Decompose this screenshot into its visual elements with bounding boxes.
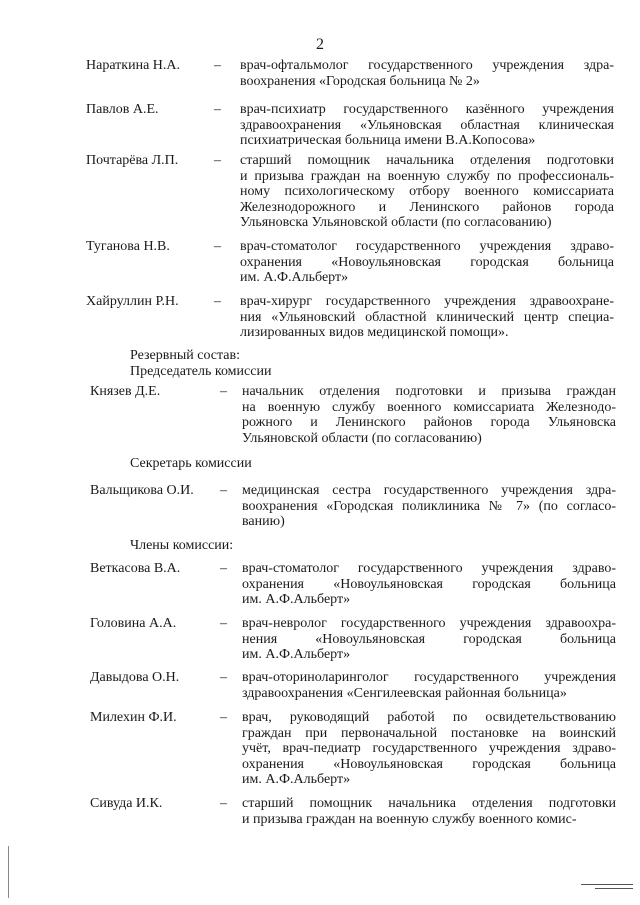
dash: – (220, 384, 227, 399)
description-line: врач-оториноларинголог государственного учреждения (242, 670, 616, 685)
description-line: и призыва граждан на военную службу по профессиональ- (240, 168, 614, 184)
description-line: старший помощник начальника отделения подготовки (242, 796, 616, 811)
dash: – (214, 153, 221, 168)
dash: – (220, 710, 227, 725)
member-description (242, 561, 616, 608)
member-name: Туганова Н.В. (86, 239, 170, 254)
description-line: врач-стоматолог государственного учреждения здраво- (240, 239, 614, 254)
description-line: здравоохранения «Ульяновская областная клиническая (240, 117, 614, 133)
description-line: ванию) (242, 514, 285, 529)
description-line: лизированных видов медицинской помощи». (240, 325, 509, 340)
description-line: нения «Новоульяновская городская больница (242, 631, 616, 647)
description-line: охранения «Новоульяновская городская больница (242, 576, 616, 592)
dash: – (214, 102, 221, 117)
member-description (242, 670, 616, 701)
member-name: Головина А.А. (90, 616, 177, 631)
member-name: Почтарёва Л.П. (86, 153, 179, 168)
member-name: Сивуда И.К. (90, 796, 163, 811)
member-description (240, 294, 614, 341)
member-description (240, 58, 614, 89)
member-name: Милехин Ф.И. (90, 710, 177, 725)
description-line: ния «Ульяновский областной клинический центр специа- (240, 309, 614, 325)
description-line: охранения «Новоульяновская городская больница (242, 756, 616, 772)
footer-rule (581, 884, 633, 885)
description-line: и призыва граждан на военную службу военного комис- (242, 811, 577, 827)
dash: – (220, 483, 227, 498)
description-line: начальник отделения подготовки и призыва граждан (242, 384, 616, 399)
page-number: 2 (316, 36, 324, 53)
description-line: граждан при первоначальной постановке на воинский (242, 725, 616, 741)
description-line: рожного и Ленинского районов города Ульяновска (242, 415, 616, 430)
member-name: Нараткина Н.А. (86, 58, 181, 73)
member-name: Павлов А.Е. (86, 102, 159, 117)
secretary-heading: Секретарь комиссии (130, 456, 252, 471)
member-description (242, 710, 616, 788)
description-line: здравоохранения «Сенгилеевская районная больница» (242, 685, 567, 701)
description-line: ному психологическому отбору военного комиссариата (240, 184, 614, 199)
dash: – (214, 239, 221, 254)
description-line: старший помощник начальника отделения подготовки (240, 153, 614, 168)
members-heading: Члены комиссии: (130, 538, 234, 553)
description-line: учёт, врач-педиатр государственного учреждения здраво- (242, 741, 616, 756)
member-name: Князев Д.Е. (90, 384, 161, 399)
description-line: врач-офтальмолог государственного учреждения здра- (240, 58, 614, 73)
scan-edge-mark (8, 846, 9, 898)
description-line: Ульяновской области (по согласованию) (242, 430, 482, 446)
dash: – (220, 616, 227, 631)
member-name: Вальщикова О.И. (90, 483, 194, 498)
reserve-heading: Резервный состав: (130, 348, 241, 363)
dash: – (220, 561, 227, 576)
description-line: им. А.Ф.Альберт» (242, 647, 351, 662)
chairman-heading: Председатель комиссии (130, 364, 272, 379)
description-line: им. А.Ф.Альберт» (240, 270, 349, 285)
member-name: Веткасова В.А. (90, 561, 181, 576)
description-line: врач-психиатр государственного казённого учреждения (240, 102, 614, 117)
description-line: воохранения «Городская больница № 2» (240, 73, 480, 89)
member-description (240, 239, 614, 286)
description-line: врач-хирург государственного учреждения здравоохране- (240, 294, 614, 309)
dash: – (220, 796, 227, 811)
member-description (242, 483, 616, 530)
description-line: врач-невролог государственного учреждения здравоохра- (242, 616, 616, 631)
dash: – (214, 294, 221, 309)
description-line: охранения «Новоульяновская городская больница (240, 254, 614, 270)
description-line: на военную службу военного комиссариата Железнодо- (242, 399, 616, 415)
description-line: им. А.Ф.Альберт» (242, 592, 351, 607)
description-line: медицинская сестра государственного учреждения здра- (242, 483, 616, 498)
description-line: врач-стоматолог государственного учреждения здраво- (242, 561, 616, 576)
description-line: психиатрическая больница имени В.А.Копосова» (240, 133, 536, 148)
member-description (242, 384, 616, 446)
description-line: Ульяновска Ульяновской области (по согласованию) (240, 215, 552, 230)
dash: – (220, 670, 227, 685)
description-line: Железнодорожного и Ленинского районов города (240, 199, 614, 215)
description-line: врач, руководящий работой по освидетельствованию (242, 710, 616, 725)
member-description (242, 796, 616, 827)
member-description (242, 616, 616, 663)
member-description (240, 153, 614, 231)
footer-rule (595, 888, 633, 889)
member-name: Давыдова О.Н. (90, 670, 180, 685)
member-description (240, 102, 614, 149)
member-name: Хайруллин Р.Н. (86, 294, 179, 309)
description-line: воохранения «Городская поликлиника № 7» (по согласо- (242, 498, 616, 514)
description-line: им. А.Ф.Альберт» (242, 772, 351, 787)
dash: – (214, 58, 221, 73)
